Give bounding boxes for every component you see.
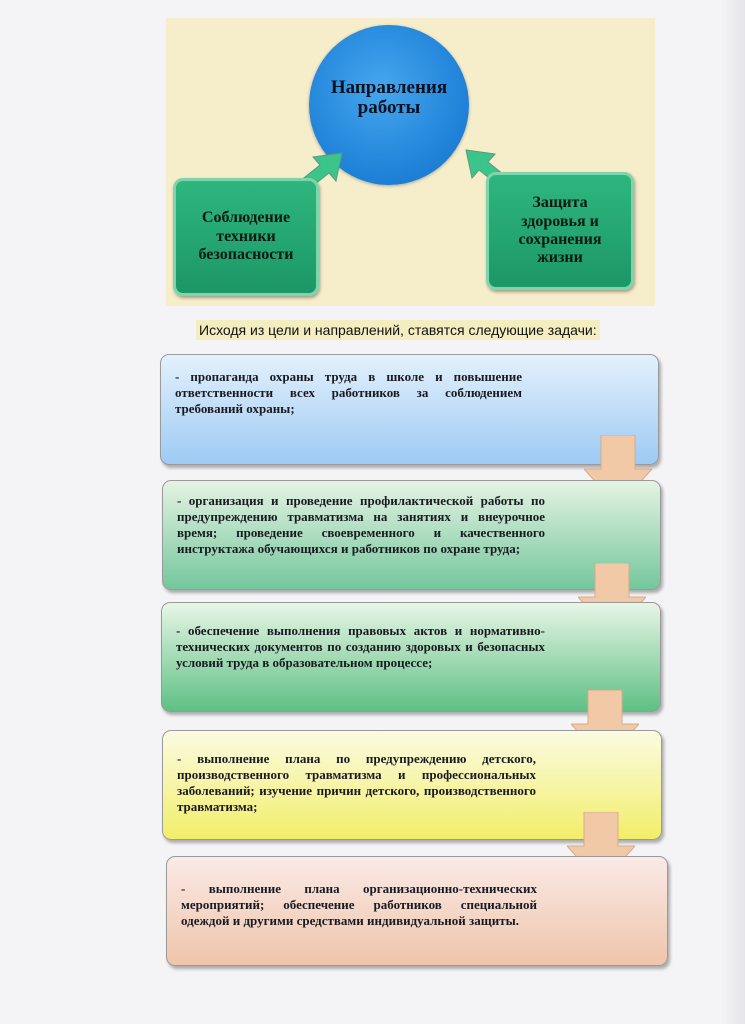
task-box xyxy=(166,856,668,966)
task-text: - выполнение плана организационно-технических мероприятий; обеспечение работников специальной одеждой и другими средствами индивидуальной защиты. xyxy=(181,881,537,928)
health-box-label: Защита здоровья и сохранения жизни xyxy=(518,194,602,267)
task-text: - обеспечение выполнения правовых актов и нормативно-технических документов по созданию здоровых и безопасных условий труда в образовательном процессе; xyxy=(176,623,545,670)
task-text: - выполнение плана по предупреждению детского, производственного травматизма и профессиональных заболеваний; изучение причин детского, производственного травматизма; xyxy=(177,751,536,814)
task-text: - организация и проведение профилактической работы по предупреждению травматизма на занятиях и внеурочное время; проведение своевременного и качественного инструктажа обучающихся и работников по охране труда; xyxy=(177,493,545,556)
tasks-caption: Исходя из цели и направлений, ставятся следующие задачи: xyxy=(196,320,600,340)
page-edge-shadow xyxy=(721,0,745,1024)
safety-box xyxy=(173,178,319,296)
center-label: Направления работы xyxy=(330,77,448,118)
health-box xyxy=(486,172,634,290)
safety-box-label: Соблюдение техники безопасности xyxy=(198,209,294,264)
task-text: - пропаганда охраны труда в школе и повышение ответственности всех работников за соблюдением требований охраны; xyxy=(175,369,522,416)
directions-diagram xyxy=(166,18,655,306)
